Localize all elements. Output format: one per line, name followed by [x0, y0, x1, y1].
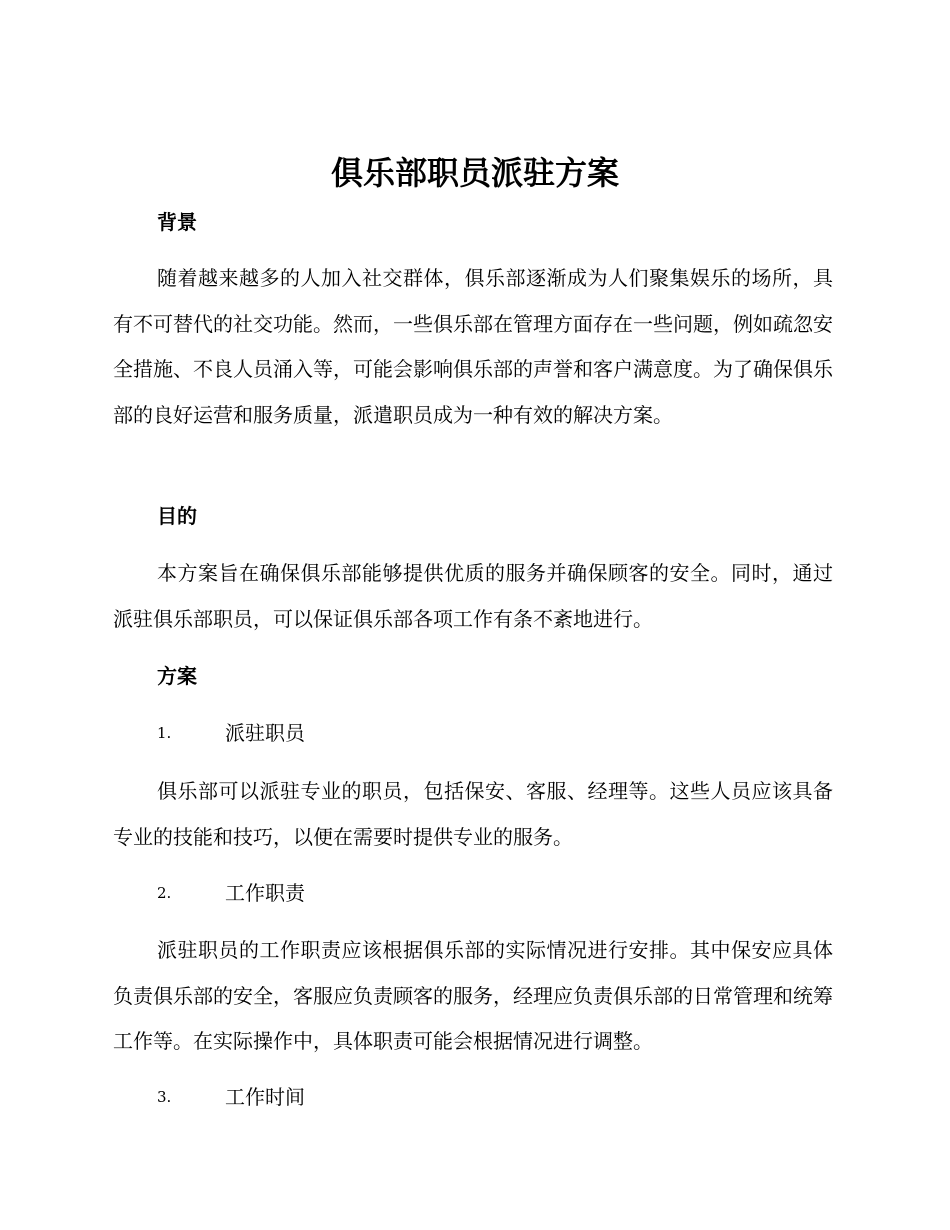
- section-heading-plan: 方案: [157, 664, 197, 688]
- section-heading-background: 背景: [157, 210, 197, 234]
- list-label-2: 工作职责: [225, 881, 305, 905]
- paragraph-purpose: 本方案旨在确保俱乐部能够提供优质的服务并确保顾客的安全。同时，通过派驻俱乐部职员，可以保证俱乐部各项工作有条不紊地进行。: [113, 561, 833, 631]
- list-label-3: 工作时间: [225, 1085, 305, 1109]
- list-item-3: [157, 1082, 305, 1112]
- list-number-2: 2.: [157, 884, 172, 902]
- list-item-1: [157, 718, 305, 748]
- list-number-1: 1.: [157, 724, 172, 742]
- section-heading-purpose: 目的: [157, 504, 197, 528]
- paragraph-plan-item-1: 俱乐部可以派驻专业的职员，包括保安、客服、经理等。这些人员应该具备专业的技能和技巧，以便在需要时提供专业的服务。: [113, 779, 833, 849]
- list-item-2: [157, 878, 305, 908]
- list-label-1: 派驻职员: [225, 721, 305, 745]
- document-title: 俱乐部职员派驻方案: [330, 154, 619, 192]
- list-number-3: 3.: [157, 1088, 172, 1106]
- paragraph-plan-item-2: 派驻职员的工作职责应该根据俱乐部的实际情况进行安排。其中保安应具体负责俱乐部的安全，客服应负责顾客的服务，经理应负责俱乐部的日常管理和统筹工作等。在实际操作中，具体职责可能会根据情况进行调整。: [113, 938, 833, 1053]
- paragraph-background: 随着越来越多的人加入社交群体，俱乐部逐渐成为人们聚集娱乐的场所，具有不可替代的社交功能。然而，一些俱乐部在管理方面存在一些问题，例如疏忽安全措施、不良人员涌入等，可能会影响俱乐部的声誉和客户满意度。为了确保俱乐部的良好运营和服务质量，派遣职员成为一种有效的解决方案。: [113, 266, 833, 427]
